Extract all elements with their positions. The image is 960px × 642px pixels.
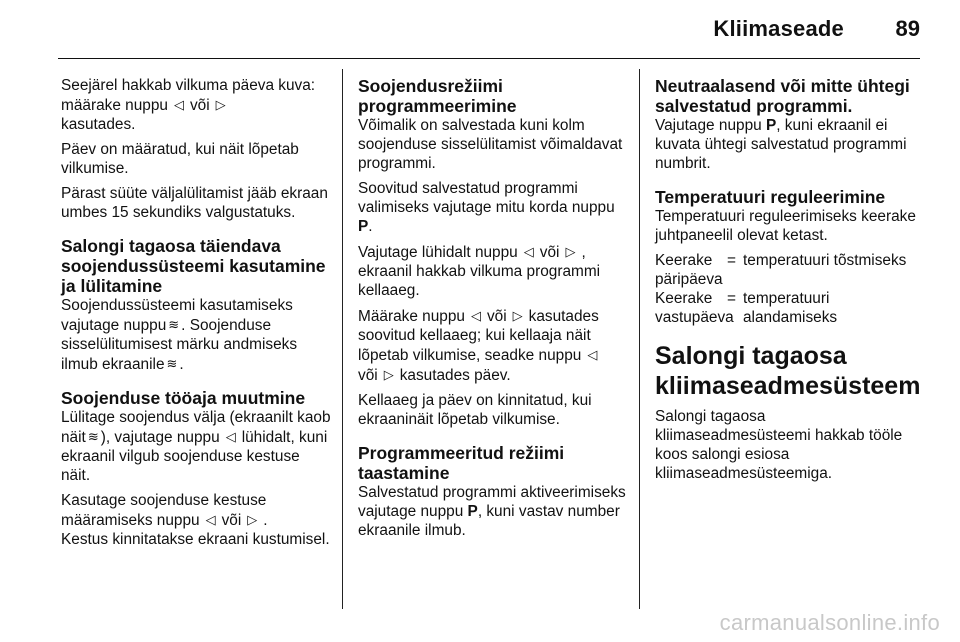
watermark: carmanualsonline.info <box>719 610 940 635</box>
column-2 <box>358 76 628 546</box>
paragraph: Kasutage soojenduse kestuse määramiseks nuppu ◁ või ▷ . Kestus kinnitatakse ekraani kustumisel. <box>61 492 330 548</box>
header-divider <box>58 58 920 59</box>
major-heading: Salongi tagaosa kliimaseadmesüsteem <box>655 342 921 400</box>
paragraph: Määrake nuppu ◁ või ▷ kasutades soovitud kellaaeg; kui kellaaja näit lõpetab vilkumise, seadke nuppu ◁ või ▷ kasutades päev. <box>358 308 599 384</box>
paragraph: Salvestatud programmi aktiveerimiseks vajutage nuppu P, kuni vastav number ekraanile ilmub. <box>358 484 626 539</box>
table-key: Keerake vastupäeva <box>655 290 734 326</box>
section-heading: Salongi tagaosa täiendava soojendussüsteemi kasutamine ja lülitamine <box>61 236 326 296</box>
column-1 <box>61 76 333 555</box>
section-heading: Temperatuuri reguleerimine <box>655 187 886 207</box>
section-heading: Programmeeritud režiimi taastamine <box>358 443 565 483</box>
page-title: Kliimaseade <box>713 16 844 41</box>
section-heading: Soojenduse tööaja muutmine <box>61 388 306 408</box>
section-heading: Neutraalasend või mitte ühtegi salvestatud programmi. <box>655 76 910 116</box>
left-arrow-icon: ◁ <box>587 347 598 362</box>
right-arrow-icon: ▷ <box>215 97 226 112</box>
table-eq: = <box>727 290 736 307</box>
temperature-table <box>655 251 925 327</box>
column-3 <box>655 76 925 489</box>
left-arrow-icon: ◁ <box>470 308 481 323</box>
right-arrow-icon: ▷ <box>247 512 258 527</box>
left-arrow-icon: ◁ <box>173 97 184 112</box>
heater-icon: ≋ <box>87 429 99 444</box>
paragraph: Soojendussüsteemi kasutamiseks vajutage nuppu ≋ . Soojenduse sisselülitumisest märku andmiseks ilmub ekraanile ≋ . <box>61 297 298 373</box>
paragraph: Seejärel hakkab vilkuma päeva kuva: määrake nuppu ◁ või ▷ kasutades. <box>61 77 316 133</box>
left-arrow-icon: ◁ <box>205 512 216 527</box>
paragraph: Temperatuuri reguleerimiseks keerake juhtpaneelil olevat ketast. <box>655 208 916 244</box>
p-button-label: P <box>467 503 478 520</box>
paragraph: Vajutage lühidalt nuppu ◁ või ▷ , ekraanil hakkab vilkuma programmi kellaaeg. <box>358 244 601 299</box>
paragraph: Kellaaeg ja päev on kinnitatud, kui ekraaninäit lõpetab vilkumise. <box>358 392 592 428</box>
p-button-label: P <box>765 117 777 134</box>
column-divider-1 <box>342 69 343 609</box>
right-arrow-icon: ▷ <box>512 308 523 323</box>
p-button-label: P <box>358 218 369 235</box>
table-value: temperatuuri alandamiseks <box>743 290 838 326</box>
table-eq: = <box>727 252 736 269</box>
paragraph: Päev on määratud, kui näit lõpetab vilkumise. <box>61 141 299 177</box>
paragraph: Lülitage soojendus välja (ekraanilt kaob näit ≋ ), vajutage nuppu ◁ lühidalt, kuni ekraanil vilgub soojenduse kestuse näit. <box>61 409 331 484</box>
page-header <box>0 0 960 58</box>
page-number: 89 <box>895 16 920 41</box>
right-arrow-icon: ▷ <box>565 244 576 259</box>
left-arrow-icon: ◁ <box>225 429 236 444</box>
paragraph: Pärast süüte väljalülitamist jääb ekraan umbes 15 sekundiks valgustatuks. <box>61 185 328 221</box>
table-key: Keerake päripäeva <box>655 252 723 288</box>
paragraph: Võimalik on salvestada kuni kolm soojenduse sisselülitamist võimaldavat programmi. <box>358 117 623 172</box>
paragraph: Salongi tagaosa kliimaseadmesüsteemi hakkab tööle koos salongi esiosa kliimaseadmesüsteemiga. <box>655 408 903 482</box>
left-arrow-icon: ◁ <box>523 244 534 259</box>
paragraph: Soovitud salvestatud programmi valimiseks vajutage mitu korda nuppu P. <box>358 180 615 235</box>
right-arrow-icon: ▷ <box>383 367 394 382</box>
heater-icon: ≋ <box>166 356 178 371</box>
section-heading: Soojendusrežiimi programmeerimine <box>358 76 517 116</box>
table-value: temperatuuri tõstmiseks <box>743 252 907 269</box>
paragraph: Vajutage nuppu P, kuni ekraanil ei kuvata ühtegi salvestatud programmi numbrit. <box>655 117 907 172</box>
column-divider-2 <box>639 69 640 609</box>
heater-icon: ≋ <box>168 317 180 332</box>
